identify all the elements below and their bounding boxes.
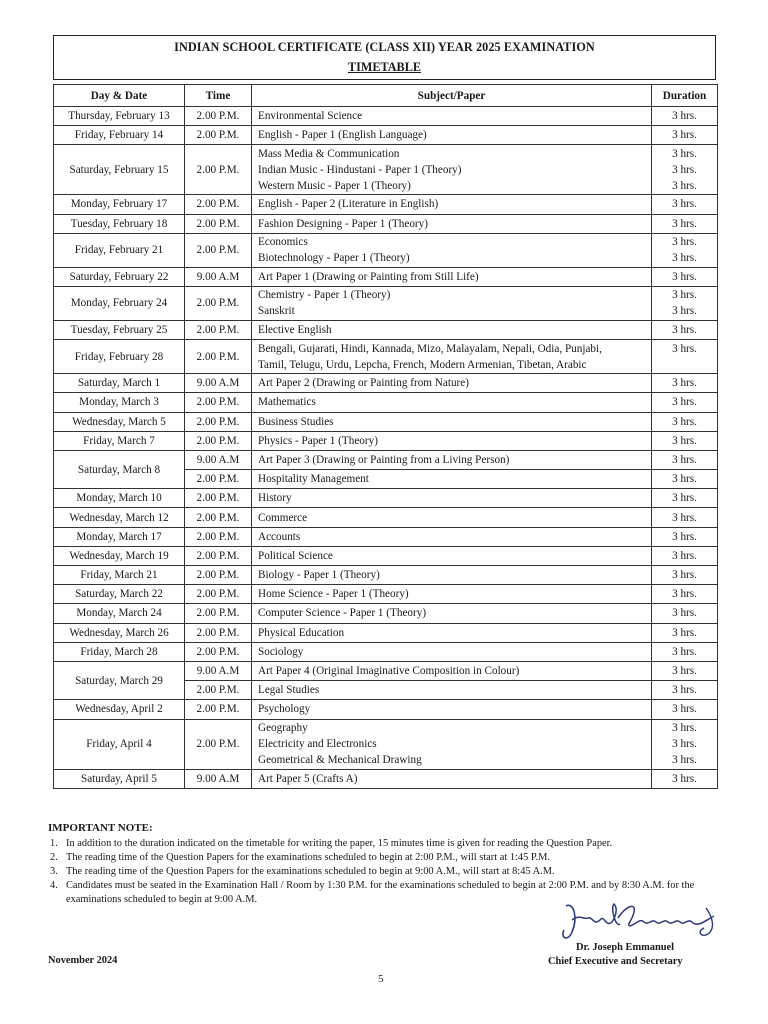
cell-time: 2.00 P.M. bbox=[185, 145, 252, 195]
cell-duration bbox=[652, 267, 718, 286]
subject-paper: Western Music - Paper 1 (Theory) bbox=[258, 179, 411, 192]
cell-duration bbox=[652, 508, 718, 527]
cell-duration bbox=[652, 145, 718, 195]
cell-day-date: Friday, February 28 bbox=[54, 340, 185, 374]
note-number: 3. bbox=[50, 866, 58, 877]
duration-value: 3 hrs. bbox=[672, 722, 697, 734]
cell-time: 2.00 P.M. bbox=[185, 527, 252, 546]
duration-value: 3 hrs. bbox=[672, 236, 697, 249]
important-notes bbox=[48, 822, 728, 907]
subject-paper: Computer Science - Paper 1 (Theory) bbox=[258, 607, 427, 620]
signatory-title: Chief Executive and Secretary bbox=[548, 956, 683, 967]
cell-time: 2.00 P.M. bbox=[185, 126, 252, 145]
note-item bbox=[48, 851, 728, 865]
cell-time: 2.00 P.M. bbox=[185, 566, 252, 585]
cell-time: 2.00 P.M. bbox=[185, 393, 252, 412]
cell-subject bbox=[252, 642, 652, 661]
cell-time: 2.00 P.M. bbox=[185, 412, 252, 431]
table-row bbox=[54, 145, 718, 195]
cell-day-date: Friday, April 4 bbox=[54, 719, 185, 769]
note-text: Candidates must be seated in the Examination Hall / Room by 1:30 P.M. for the examinations scheduled to begin at 2:00 P.M. and by 8:30 A.M. for the examinations scheduled to begin at 9:00 A.M. bbox=[66, 880, 695, 905]
table-row bbox=[54, 546, 718, 565]
cell-day-date: Saturday, March 29 bbox=[54, 661, 185, 699]
duration-value: 3 hrs. bbox=[672, 198, 697, 211]
subject-paper: Elective English bbox=[258, 324, 332, 337]
cell-subject bbox=[252, 700, 652, 719]
cell-day-date: Saturday, February 22 bbox=[54, 267, 185, 286]
subject-paper: Art Paper 4 (Original Imaginative Composition in Colour) bbox=[258, 665, 520, 678]
cell-subject bbox=[252, 214, 652, 233]
subject-paper: Geography bbox=[258, 722, 308, 734]
cell-time: 2.00 P.M. bbox=[185, 233, 252, 267]
cell-day-date: Monday, March 17 bbox=[54, 527, 185, 546]
subject-paper: English - Paper 2 (Literature in English) bbox=[258, 198, 439, 211]
cell-time: 2.00 P.M. bbox=[185, 340, 252, 374]
duration-value: 3 hrs. bbox=[672, 434, 697, 447]
note-text: The reading time of the Question Papers for the examinations scheduled to begin at 2:00 P.M., will start at 1:45 P.M. bbox=[66, 852, 550, 863]
duration-value: 3 hrs. bbox=[672, 396, 697, 409]
duration-value: 3 hrs. bbox=[672, 415, 697, 428]
cell-duration bbox=[652, 700, 718, 719]
cell-day-date: Saturday, April 5 bbox=[54, 769, 185, 788]
cell-duration bbox=[652, 470, 718, 489]
cell-subject bbox=[252, 431, 652, 450]
subject-paper: English - Paper 1 (English Language) bbox=[258, 129, 427, 142]
page-subtitle: TIMETABLE bbox=[348, 60, 421, 74]
subject-paper: Sanskrit bbox=[258, 305, 295, 318]
cell-duration bbox=[652, 604, 718, 623]
cell-duration bbox=[652, 431, 718, 450]
duration-value: 3 hrs. bbox=[672, 217, 697, 230]
subject-paper: Chemistry - Paper 1 (Theory) bbox=[258, 289, 391, 302]
table-row bbox=[54, 286, 718, 320]
subject-paper: History bbox=[258, 492, 292, 505]
cell-duration bbox=[652, 661, 718, 680]
cell-time: 2.00 P.M. bbox=[185, 700, 252, 719]
duration-value: 3 hrs. bbox=[672, 684, 697, 697]
duration-value bbox=[652, 357, 717, 373]
cell-duration bbox=[652, 126, 718, 145]
duration-value: 3 hrs. bbox=[672, 665, 697, 678]
table-row bbox=[54, 719, 718, 769]
cell-subject bbox=[252, 661, 652, 680]
duration-value: 3 hrs. bbox=[672, 179, 697, 192]
cell-day-date: Wednesday, March 19 bbox=[54, 546, 185, 565]
column-header-day: Day & Date bbox=[54, 85, 185, 107]
cell-time: 2.00 P.M. bbox=[185, 470, 252, 489]
cell-time: 2.00 P.M. bbox=[185, 719, 252, 769]
table-row bbox=[54, 566, 718, 585]
table-row bbox=[54, 623, 718, 642]
cell-time: 2.00 P.M. bbox=[185, 604, 252, 623]
table-row bbox=[54, 233, 718, 267]
cell-day-date: Tuesday, February 18 bbox=[54, 214, 185, 233]
subject-paper: Bengali, Gujarati, Hindi, Kannada, Mizo, Malayalam, Nepali, Odia, Punjabi, bbox=[258, 342, 602, 355]
cell-duration bbox=[652, 286, 718, 320]
cell-duration bbox=[652, 623, 718, 642]
cell-subject bbox=[252, 681, 652, 700]
cell-duration bbox=[652, 195, 718, 214]
cell-subject bbox=[252, 546, 652, 565]
cell-subject bbox=[252, 195, 652, 214]
cell-time: 9.00 A.M bbox=[185, 769, 252, 788]
cell-day-date: Friday, March 28 bbox=[54, 642, 185, 661]
subject-paper: Environmental Science bbox=[258, 110, 363, 123]
duration-value: 3 hrs. bbox=[672, 129, 697, 142]
table-row bbox=[54, 320, 718, 339]
cell-subject bbox=[252, 489, 652, 508]
duration-value: 3 hrs. bbox=[672, 270, 697, 283]
cell-time: 2.00 P.M. bbox=[185, 320, 252, 339]
column-header-subject: Subject/Paper bbox=[252, 85, 652, 107]
cell-time: 9.00 A.M bbox=[185, 374, 252, 393]
cell-day-date: Monday, March 24 bbox=[54, 604, 185, 623]
table-row bbox=[54, 412, 718, 431]
cell-duration bbox=[652, 412, 718, 431]
table-row bbox=[54, 585, 718, 604]
cell-time: 2.00 P.M. bbox=[185, 546, 252, 565]
duration-value: 3 hrs. bbox=[672, 607, 697, 620]
subject-paper: Indian Music - Hindustani - Paper 1 (Theory) bbox=[258, 163, 462, 176]
note-number: 4. bbox=[50, 880, 58, 891]
table-row bbox=[54, 508, 718, 527]
timetable bbox=[53, 84, 718, 789]
cell-subject bbox=[252, 145, 652, 195]
subject-paper: Accounts bbox=[258, 530, 301, 543]
cell-time: 2.00 P.M. bbox=[185, 585, 252, 604]
table-header-row bbox=[54, 85, 718, 107]
table-row bbox=[54, 700, 718, 719]
subject-paper: Fashion Designing - Paper 1 (Theory) bbox=[258, 217, 428, 230]
cell-subject bbox=[252, 374, 652, 393]
table-row bbox=[54, 642, 718, 661]
subject-paper: Business Studies bbox=[258, 415, 334, 428]
duration-value: 3 hrs. bbox=[672, 110, 697, 123]
cell-day-date: Tuesday, February 25 bbox=[54, 320, 185, 339]
subject-paper: Commerce bbox=[258, 511, 308, 524]
cell-day-date: Wednesday, March 12 bbox=[54, 508, 185, 527]
cell-time: 2.00 P.M. bbox=[185, 508, 252, 527]
table-row bbox=[54, 374, 718, 393]
duration-value: 3 hrs. bbox=[672, 511, 697, 524]
cell-time: 9.00 A.M bbox=[185, 450, 252, 469]
duration-value: 3 hrs. bbox=[672, 549, 697, 562]
duration-value: 3 hrs. bbox=[672, 342, 697, 355]
timetable-body bbox=[54, 107, 718, 789]
cell-duration bbox=[652, 374, 718, 393]
table-row bbox=[54, 604, 718, 623]
table-row bbox=[54, 107, 718, 126]
duration-value: 3 hrs. bbox=[672, 754, 697, 766]
cell-duration bbox=[652, 719, 718, 769]
cell-subject bbox=[252, 527, 652, 546]
cell-day-date: Saturday, March 22 bbox=[54, 585, 185, 604]
cell-day-date: Monday, March 10 bbox=[54, 489, 185, 508]
page-title: INDIAN SCHOOL CERTIFICATE (CLASS XII) YEAR 2025 EXAMINATION bbox=[174, 40, 595, 54]
cell-time: 2.00 P.M. bbox=[185, 195, 252, 214]
cell-subject bbox=[252, 623, 652, 642]
table-row bbox=[54, 195, 718, 214]
subject-paper: Art Paper 3 (Drawing or Painting from a Living Person) bbox=[258, 453, 510, 466]
duration-value: 3 hrs. bbox=[672, 289, 697, 302]
cell-duration bbox=[652, 214, 718, 233]
table-row bbox=[54, 769, 718, 788]
cell-subject bbox=[252, 126, 652, 145]
cell-time: 2.00 P.M. bbox=[185, 623, 252, 642]
notes-heading: IMPORTANT NOTE: bbox=[48, 822, 153, 834]
title-box bbox=[53, 35, 716, 80]
notes-list bbox=[48, 837, 728, 907]
subject-paper: Physics - Paper 1 (Theory) bbox=[258, 434, 378, 447]
cell-subject bbox=[252, 719, 652, 769]
duration-value: 3 hrs. bbox=[672, 453, 697, 466]
cell-subject bbox=[252, 107, 652, 126]
cell-duration bbox=[652, 450, 718, 469]
cell-time: 2.00 P.M. bbox=[185, 431, 252, 450]
cell-day-date: Friday, March 21 bbox=[54, 566, 185, 585]
note-text: The reading time of the Question Papers for the examinations scheduled to begin at 9:00 A.M., will start at 8:45 A.M. bbox=[66, 866, 555, 877]
table-row bbox=[54, 661, 718, 680]
cell-duration bbox=[652, 642, 718, 661]
cell-subject bbox=[252, 286, 652, 320]
cell-duration bbox=[652, 527, 718, 546]
cell-subject bbox=[252, 233, 652, 267]
note-text: In addition to the duration indicated on the timetable for writing the paper, 15 minutes time is given for reading the Question Paper. bbox=[66, 838, 613, 849]
cell-time: 2.00 P.M. bbox=[185, 681, 252, 700]
cell-day-date: Thursday, February 13 bbox=[54, 107, 185, 126]
subject-paper: Home Science - Paper 1 (Theory) bbox=[258, 588, 409, 601]
duration-value: 3 hrs. bbox=[672, 772, 697, 785]
cell-day-date: Monday, February 24 bbox=[54, 286, 185, 320]
table-row bbox=[54, 527, 718, 546]
duration-value: 3 hrs. bbox=[672, 569, 697, 582]
cell-duration bbox=[652, 566, 718, 585]
note-number: 1. bbox=[50, 838, 58, 849]
cell-day-date: Saturday, March 8 bbox=[54, 450, 185, 488]
cell-subject bbox=[252, 769, 652, 788]
table-row bbox=[54, 450, 718, 469]
cell-time: 9.00 A.M bbox=[185, 267, 252, 286]
subject-paper: Geometrical & Mechanical Drawing bbox=[258, 754, 422, 766]
subject-paper: Art Paper 1 (Drawing or Painting from Still Life) bbox=[258, 270, 479, 283]
cell-day-date: Wednesday, March 5 bbox=[54, 412, 185, 431]
duration-value: 3 hrs. bbox=[672, 377, 697, 390]
cell-duration bbox=[652, 393, 718, 412]
duration-value: 3 hrs. bbox=[672, 324, 697, 337]
cell-time: 2.00 P.M. bbox=[185, 107, 252, 126]
cell-day-date: Friday, February 14 bbox=[54, 126, 185, 145]
cell-day-date: Saturday, March 1 bbox=[54, 374, 185, 393]
subject-paper: Electricity and Electronics bbox=[258, 738, 377, 750]
cell-time: 2.00 P.M. bbox=[185, 642, 252, 661]
cell-time: 2.00 P.M. bbox=[185, 489, 252, 508]
signatory-name: Dr. Joseph Emmanuel bbox=[576, 942, 675, 953]
cell-subject bbox=[252, 267, 652, 286]
duration-value: 3 hrs. bbox=[672, 305, 697, 318]
duration-value: 3 hrs. bbox=[672, 530, 697, 543]
subject-paper: Sociology bbox=[258, 645, 304, 658]
cell-subject bbox=[252, 508, 652, 527]
table-row bbox=[54, 340, 718, 374]
cell-subject bbox=[252, 450, 652, 469]
duration-value: 3 hrs. bbox=[672, 626, 697, 639]
cell-day-date: Wednesday, March 26 bbox=[54, 623, 185, 642]
table-row bbox=[54, 393, 718, 412]
subject-paper: Tamil, Telugu, Urdu, Lepcha, French, Modern Armenian, Tibetan, Arabic bbox=[258, 358, 587, 371]
cell-duration bbox=[652, 107, 718, 126]
duration-value: 3 hrs. bbox=[672, 163, 697, 176]
note-item bbox=[48, 837, 728, 851]
subject-paper: Psychology bbox=[258, 703, 311, 716]
subject-paper: Art Paper 2 (Drawing or Painting from Nature) bbox=[258, 377, 469, 390]
cell-day-date: Friday, February 21 bbox=[54, 233, 185, 267]
cell-subject bbox=[252, 585, 652, 604]
cell-duration bbox=[652, 546, 718, 565]
duration-value: 3 hrs. bbox=[672, 473, 697, 486]
cell-duration bbox=[652, 585, 718, 604]
cell-subject bbox=[252, 470, 652, 489]
subject-paper: Political Science bbox=[258, 549, 333, 562]
duration-value: 3 hrs. bbox=[672, 147, 697, 160]
note-number: 2. bbox=[50, 852, 58, 863]
duration-value: 3 hrs. bbox=[672, 738, 697, 750]
subject-paper: Mass Media & Communication bbox=[258, 147, 400, 160]
cell-duration bbox=[652, 233, 718, 267]
cell-duration bbox=[652, 769, 718, 788]
column-header-duration: Duration bbox=[652, 85, 718, 107]
signature-scribble bbox=[556, 898, 726, 948]
cell-subject bbox=[252, 604, 652, 623]
subject-paper: Legal Studies bbox=[258, 684, 320, 697]
subject-paper: Mathematics bbox=[258, 396, 316, 409]
table-row bbox=[54, 214, 718, 233]
subject-paper: Economics bbox=[258, 236, 308, 249]
subject-paper: Biology - Paper 1 (Theory) bbox=[258, 569, 380, 582]
duration-value: 3 hrs. bbox=[672, 588, 697, 601]
subject-paper: Physical Education bbox=[258, 626, 345, 639]
duration-value: 3 hrs. bbox=[672, 492, 697, 505]
cell-subject bbox=[252, 566, 652, 585]
cell-duration bbox=[652, 340, 718, 374]
duration-value: 3 hrs. bbox=[672, 645, 697, 658]
cell-time: 9.00 A.M bbox=[185, 661, 252, 680]
subject-paper: Art Paper 5 (Crafts A) bbox=[258, 772, 358, 785]
cell-day-date: Monday, February 17 bbox=[54, 195, 185, 214]
column-header-time: Time bbox=[185, 85, 252, 107]
cell-day-date: Saturday, February 15 bbox=[54, 145, 185, 195]
subject-paper: Biotechnology - Paper 1 (Theory) bbox=[258, 252, 410, 265]
subject-paper: Hospitality Management bbox=[258, 473, 369, 486]
signature bbox=[556, 898, 726, 948]
duration-value: 3 hrs. bbox=[672, 252, 697, 265]
cell-time: 2.00 P.M. bbox=[185, 214, 252, 233]
cell-day-date: Wednesday, April 2 bbox=[54, 700, 185, 719]
cell-day-date: Friday, March 7 bbox=[54, 431, 185, 450]
table-row bbox=[54, 267, 718, 286]
table-row bbox=[54, 431, 718, 450]
table-row bbox=[54, 126, 718, 145]
cell-duration bbox=[652, 320, 718, 339]
cell-subject bbox=[252, 320, 652, 339]
note-item bbox=[48, 865, 728, 879]
cell-duration bbox=[652, 489, 718, 508]
cell-subject bbox=[252, 340, 652, 374]
cell-day-date: Monday, March 3 bbox=[54, 393, 185, 412]
page-number: 5 bbox=[378, 973, 384, 985]
duration-value: 3 hrs. bbox=[672, 703, 697, 716]
table-row bbox=[54, 489, 718, 508]
cell-subject bbox=[252, 412, 652, 431]
cell-duration bbox=[652, 681, 718, 700]
issue-date: November 2024 bbox=[48, 955, 118, 966]
cell-time: 2.00 P.M. bbox=[185, 286, 252, 320]
cell-subject bbox=[252, 393, 652, 412]
